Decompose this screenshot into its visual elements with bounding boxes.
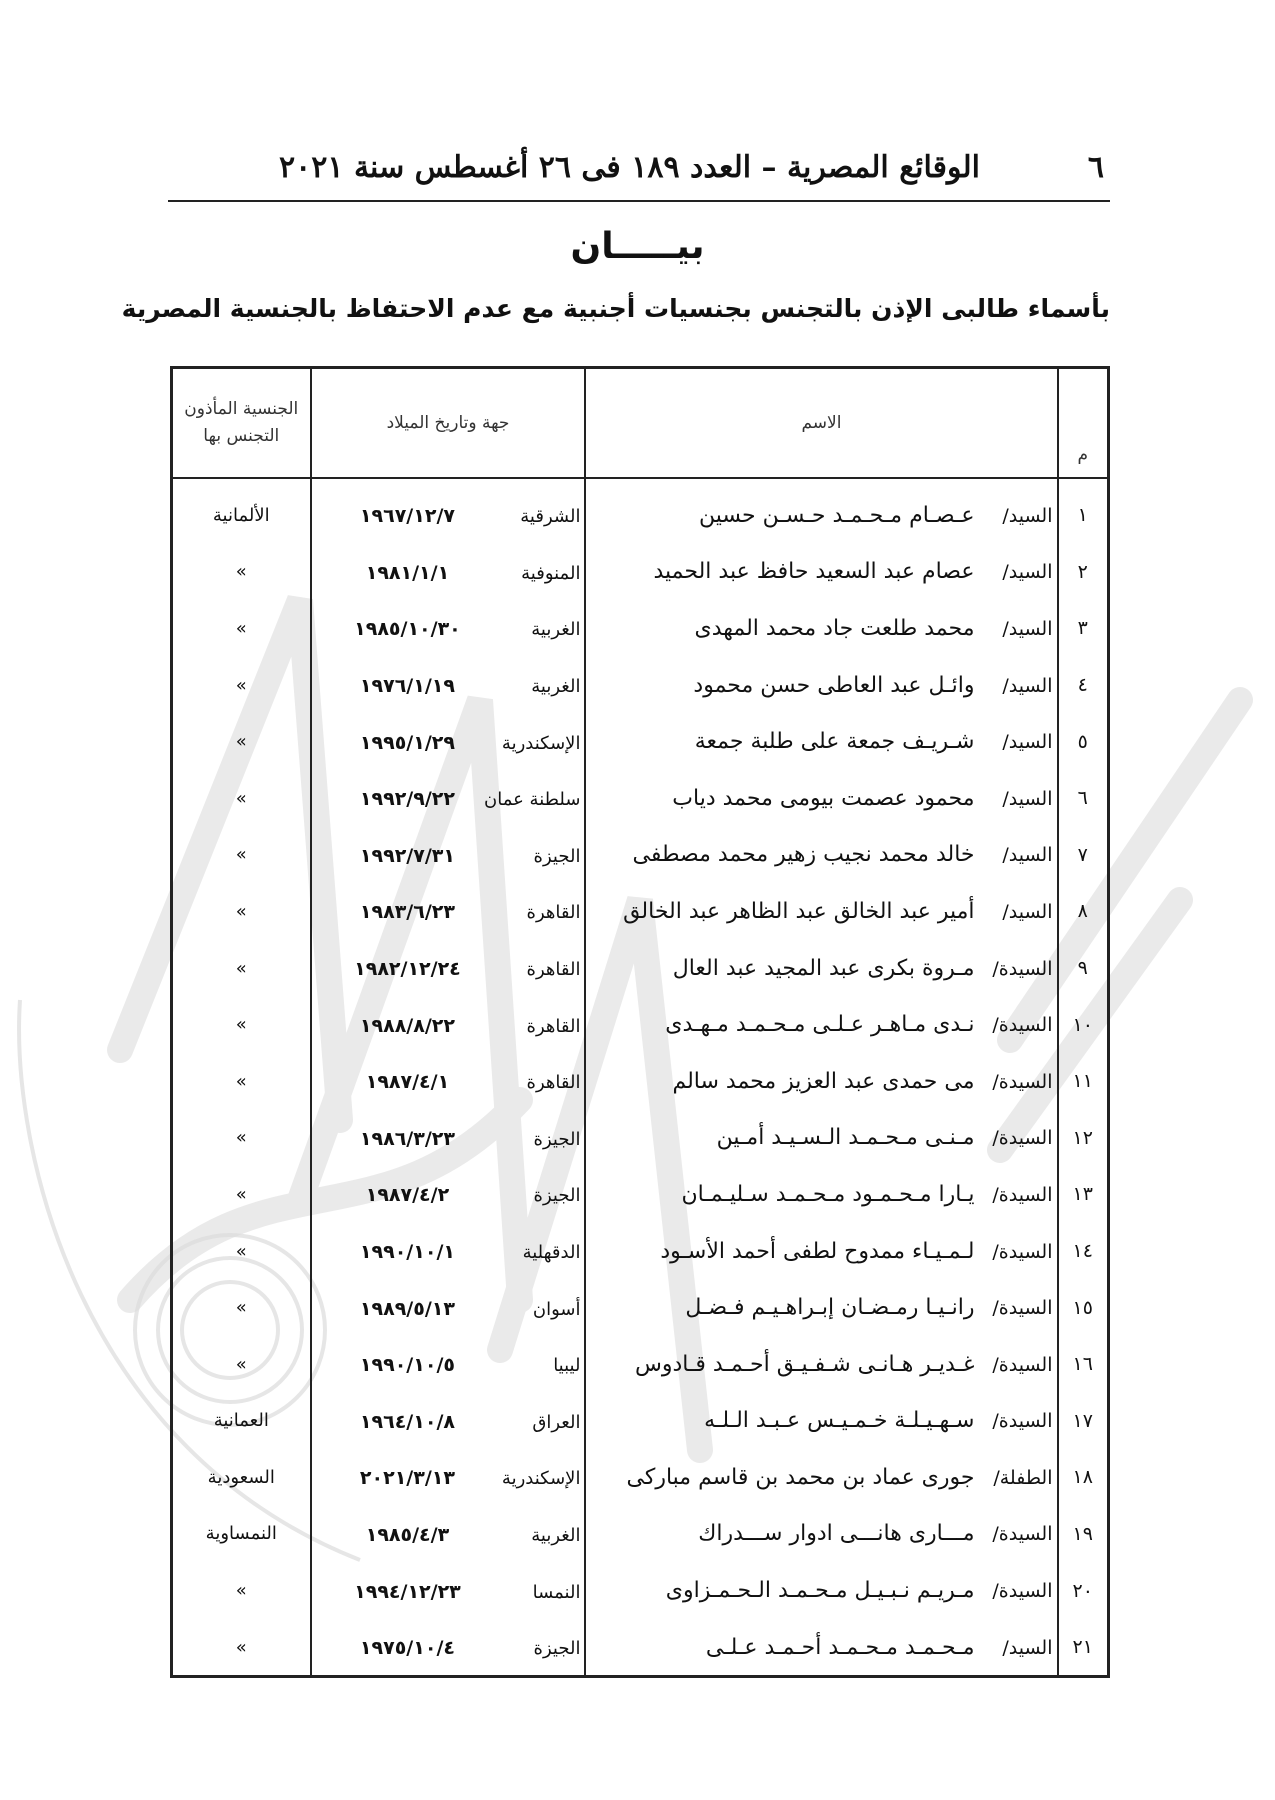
row-birth-cell — [311, 600, 586, 657]
header-number: م — [1058, 368, 1109, 479]
row-title: السيد/ — [1002, 787, 1053, 810]
row-birth-date: ١٩٨٣/٦/٢٣ — [359, 901, 455, 924]
row-title: السيدة/ — [992, 1014, 1053, 1037]
row-birth-date: ١٩٩٠/١٠/٥ — [359, 1354, 455, 1377]
row-nationality: الألمانية — [172, 478, 311, 544]
row-title: السيدة/ — [992, 1240, 1053, 1263]
row-nationality: » — [172, 996, 311, 1053]
row-nationality: » — [172, 1110, 311, 1167]
row-birth-cell — [311, 1619, 586, 1677]
row-full-name: عصام عبد السعيد حافظ عبد الحميد — [653, 559, 975, 585]
row-full-name: محمود عصمت بيومى محمد دياب — [672, 785, 975, 811]
row-birth-date: ١٩٩٢/٩/٢٢ — [359, 788, 455, 811]
row-birth-place: الغربية — [531, 1524, 581, 1546]
row-full-name: غـديـر هـانـى شـفـيـق أحـمـد قـادوس — [634, 1351, 975, 1377]
row-full-name: أمير عبد الخالق عبد الظاهر عبد الخالق — [623, 898, 975, 924]
row-birth-place: سلطنة عمان — [483, 789, 581, 811]
row-nationality: » — [172, 827, 311, 884]
row-name-cell — [585, 827, 1057, 884]
row-birth-date: ١٩٩٤/١٢/٢٣ — [354, 1580, 461, 1603]
row-birth-date: ١٩٨٥/١٠/٣٠ — [354, 618, 461, 641]
row-birth-cell — [311, 883, 586, 940]
row-birth-place: القاهرة — [526, 959, 581, 981]
row-full-name: وائـل عبد العاطى حسن محمود — [693, 672, 975, 698]
row-full-name: مـــارى هانـــى ادوار ســـدراك — [698, 1521, 975, 1547]
row-birth-date: ١٩٩٢/٧/٣١ — [359, 844, 455, 867]
row-title: الطفلة/ — [993, 1466, 1053, 1489]
table-row — [172, 1619, 1109, 1677]
row-birth-cell — [311, 1110, 586, 1167]
row-name-cell — [585, 1619, 1057, 1677]
table-row — [172, 1223, 1109, 1280]
row-birth-date: ١٩٨٩/٥/١٣ — [359, 1297, 455, 1320]
row-full-name: مـحـمـد مـحـمـد أحـمـد عـلـى — [705, 1634, 975, 1660]
table-row — [172, 883, 1109, 940]
row-full-name: جورى عماد بن محمد بن قاسم مباركى — [626, 1464, 975, 1490]
row-birth-place: القاهرة — [526, 1015, 581, 1037]
row-name-cell — [585, 883, 1057, 940]
row-birth-date: ١٩٨٥/٤/٣ — [365, 1523, 450, 1546]
row-birth-place: العراق — [532, 1411, 581, 1433]
row-number: ١٦ — [1058, 1336, 1109, 1393]
row-name-cell — [585, 600, 1057, 657]
row-birth-cell — [311, 1166, 586, 1223]
header-nationality — [172, 368, 311, 479]
table-row — [172, 1393, 1109, 1450]
row-nationality: » — [172, 713, 311, 770]
document-title: بيـــــان — [570, 226, 705, 267]
row-number: ٢ — [1058, 544, 1109, 601]
table-header-row — [172, 368, 1109, 479]
row-birth-place: الغربية — [531, 676, 581, 698]
row-full-name: مـريـم نـبـيـل مـحـمـد الـحـمـزاوى — [665, 1578, 975, 1604]
row-full-name: نـدى مـاهـر عـلـى مـحـمـد مـهـدى — [665, 1012, 975, 1038]
row-number: ٨ — [1058, 883, 1109, 940]
row-birth-date: ١٩٨٧/٤/٢ — [365, 1184, 450, 1207]
table-row — [172, 1562, 1109, 1619]
row-title: السيدة/ — [992, 1353, 1053, 1376]
row-nationality: » — [172, 1562, 311, 1619]
table-row — [172, 1336, 1109, 1393]
row-title: السيد/ — [1002, 1636, 1053, 1659]
table-row — [172, 827, 1109, 884]
row-name-cell — [585, 770, 1057, 827]
row-birth-place: ليبيا — [553, 1355, 581, 1377]
issue-title: الوقائع المصرية – العدد ١٨٩ فى ٢٦ أغسطس سنة ٢٠٢١ — [279, 150, 980, 185]
header-nationality-line2: التجنس بها — [203, 426, 280, 446]
header-divider — [168, 200, 1110, 202]
table-row — [172, 996, 1109, 1053]
row-number: ١١ — [1058, 1053, 1109, 1110]
row-title: السيد/ — [1002, 617, 1053, 640]
page-number: ٦ — [1087, 150, 1104, 185]
row-number: ١ — [1058, 478, 1109, 544]
row-birth-date: ١٩٨٢/١٢/٢٤ — [354, 958, 461, 981]
row-nationality: » — [172, 657, 311, 714]
row-name-cell — [585, 940, 1057, 997]
row-birth-place: القاهرة — [526, 1072, 581, 1094]
table-row — [172, 544, 1109, 601]
row-title: السيدة/ — [992, 1410, 1053, 1433]
row-full-name: رانـيـا رمـضـان إبـراهـيـم فـضـل — [685, 1295, 975, 1321]
row-name-cell — [585, 1562, 1057, 1619]
row-full-name: يـارا مـحـمـود مـحـمـد سـليـمـان — [681, 1181, 975, 1207]
header-name: الاسم — [585, 368, 1057, 479]
row-birth-cell — [311, 1223, 586, 1280]
row-number: ١٢ — [1058, 1110, 1109, 1167]
row-number: ٣ — [1058, 600, 1109, 657]
row-birth-date: ٢٠٢١/٣/١٣ — [359, 1467, 455, 1490]
row-birth-cell — [311, 544, 586, 601]
table-row — [172, 1279, 1109, 1336]
row-number: ١٤ — [1058, 1223, 1109, 1280]
row-title: السيد/ — [1002, 504, 1053, 527]
row-title: السيد/ — [1002, 731, 1053, 754]
row-title: السيد/ — [1002, 844, 1053, 867]
naturalization-table — [170, 366, 1110, 1678]
table-row — [172, 478, 1109, 544]
row-number: ٦ — [1058, 770, 1109, 827]
row-name-cell — [585, 1279, 1057, 1336]
row-name-cell — [585, 657, 1057, 714]
table-row — [172, 1449, 1109, 1506]
row-birth-cell — [311, 996, 586, 1053]
row-title: السيدة/ — [992, 1580, 1053, 1603]
row-full-name: محمد طلعت جاد محمد المهدى — [694, 615, 975, 641]
row-number: ٥ — [1058, 713, 1109, 770]
row-birth-place: الإسكندرية — [501, 732, 581, 754]
row-title: السيد/ — [1002, 561, 1053, 584]
row-birth-place: الشرقية — [520, 506, 581, 528]
document-subtitle: بأسماء طالبى الإذن بالتجنس بجنسيات أجنبية مع عدم الاحتفاظ بالجنسية المصرية — [121, 294, 1110, 323]
row-name-cell — [585, 996, 1057, 1053]
row-birth-date: ١٩٧٦/١/١٩ — [359, 675, 455, 698]
row-nationality: السعودية — [172, 1449, 311, 1506]
row-number: ٧ — [1058, 827, 1109, 884]
row-birth-date: ١٩٩٥/١/٢٩ — [359, 731, 455, 754]
row-name-cell — [585, 1336, 1057, 1393]
row-birth-place: الدقهلية — [522, 1242, 581, 1264]
row-full-name: لـمـيـاء ممدوح لطفى أحمد الأسـود — [660, 1238, 975, 1264]
table-row — [172, 657, 1109, 714]
row-name-cell — [585, 544, 1057, 601]
row-number: ٢١ — [1058, 1619, 1109, 1677]
row-number: ١٨ — [1058, 1449, 1109, 1506]
row-title: السيد/ — [1002, 674, 1053, 697]
table-row — [172, 940, 1109, 997]
row-nationality: » — [172, 1223, 311, 1280]
row-full-name: خالد محمد نجيب زهير محمد مصطفى — [632, 842, 975, 868]
row-birth-place: الجيزة — [533, 1128, 581, 1150]
row-number: ١٣ — [1058, 1166, 1109, 1223]
row-birth-place: الغربية — [531, 619, 581, 641]
table-row — [172, 713, 1109, 770]
row-birth-place: النمسا — [532, 1581, 581, 1603]
row-nationality: » — [172, 1279, 311, 1336]
row-title: السيدة/ — [992, 1070, 1053, 1093]
table-row — [172, 1166, 1109, 1223]
row-name-cell — [585, 1166, 1057, 1223]
row-birth-cell — [311, 478, 586, 544]
table-row — [172, 1053, 1109, 1110]
row-nationality: النمساوية — [172, 1506, 311, 1563]
row-nationality: » — [172, 940, 311, 997]
table-row — [172, 600, 1109, 657]
row-number: ١٥ — [1058, 1279, 1109, 1336]
row-title: السيدة/ — [992, 1523, 1053, 1546]
row-nationality: العمانية — [172, 1393, 311, 1450]
row-birth-date: ١٩٧٥/١٠/٤ — [359, 1637, 455, 1660]
row-full-name: شـريـف جمعة على طلبة جمعة — [694, 729, 975, 755]
row-birth-date: ١٩٨٦/٣/٢٣ — [359, 1127, 455, 1150]
row-full-name: مى حمدى عبد العزيز محمد سالم — [672, 1068, 975, 1094]
row-birth-cell — [311, 1506, 586, 1563]
row-birth-cell — [311, 713, 586, 770]
row-number: ٩ — [1058, 940, 1109, 997]
row-birth-cell — [311, 1336, 586, 1393]
row-name-cell — [585, 1393, 1057, 1450]
row-birth-cell — [311, 827, 586, 884]
row-name-cell — [585, 1506, 1057, 1563]
row-birth-cell — [311, 1279, 586, 1336]
table-row — [172, 1110, 1109, 1167]
row-number: ١٩ — [1058, 1506, 1109, 1563]
row-birth-cell — [311, 770, 586, 827]
row-birth-date: ١٩٦٤/١٠/٨ — [359, 1410, 455, 1433]
row-birth-cell — [311, 657, 586, 714]
row-birth-date: ١٩٦٧/١٢/٧ — [359, 505, 455, 528]
header-nationality-line1: الجنسية المأذون — [184, 398, 299, 419]
row-birth-cell — [311, 1393, 586, 1450]
row-birth-place: الجيزة — [533, 845, 581, 867]
row-birth-date: ١٩٩٠/١٠/١ — [359, 1241, 455, 1264]
row-number: ٢٠ — [1058, 1562, 1109, 1619]
row-birth-place: أسوان — [532, 1298, 581, 1320]
row-title: السيدة/ — [992, 957, 1053, 980]
header-birth: جهة وتاريخ الميلاد — [311, 368, 586, 479]
row-nationality: » — [172, 1166, 311, 1223]
row-name-cell — [585, 1110, 1057, 1167]
row-title: السيدة/ — [992, 1127, 1053, 1150]
row-name-cell — [585, 1449, 1057, 1506]
row-birth-cell — [311, 1053, 586, 1110]
row-nationality: » — [172, 770, 311, 827]
row-nationality: » — [172, 1053, 311, 1110]
row-nationality: » — [172, 1619, 311, 1677]
row-birth-place: الجيزة — [533, 1638, 581, 1660]
row-name-cell — [585, 1053, 1057, 1110]
row-title: السيدة/ — [992, 1183, 1053, 1206]
row-nationality: » — [172, 883, 311, 940]
row-full-name: مـنـى مـحـمـد الـسـيـد أمـين — [716, 1125, 975, 1151]
row-birth-place: الإسكندرية — [501, 1468, 581, 1490]
row-birth-date: ١٩٨١/١/١ — [365, 561, 450, 584]
row-name-cell — [585, 713, 1057, 770]
row-number: ٤ — [1058, 657, 1109, 714]
row-full-name: عـصـام مـحـمـد حـسـن حسين — [699, 502, 975, 528]
page-header — [168, 148, 1110, 204]
row-title: السيد/ — [1002, 900, 1053, 923]
row-nationality: » — [172, 544, 311, 601]
row-full-name: مـروة بكرى عبد المجيد عبد العال — [672, 955, 975, 981]
table-row — [172, 770, 1109, 827]
row-birth-cell — [311, 1562, 586, 1619]
row-birth-date: ١٩٨٧/٤/١ — [365, 1071, 450, 1094]
row-title: السيدة/ — [992, 1297, 1053, 1320]
row-birth-cell — [311, 1449, 586, 1506]
row-name-cell — [585, 478, 1057, 544]
row-birth-date: ١٩٨٨/٨/٢٢ — [359, 1014, 455, 1037]
row-nationality: » — [172, 1336, 311, 1393]
row-number: ١٧ — [1058, 1393, 1109, 1450]
table-row — [172, 1506, 1109, 1563]
row-birth-place: الجيزة — [533, 1185, 581, 1207]
row-birth-place: القاهرة — [526, 902, 581, 924]
row-nationality: » — [172, 600, 311, 657]
row-birth-place: المنوفية — [521, 562, 581, 584]
row-number: ١٠ — [1058, 996, 1109, 1053]
row-name-cell — [585, 1223, 1057, 1280]
table-body — [172, 478, 1109, 1677]
row-full-name: سـهـيـلـة خـمـيـس عـبـد الـلـه — [704, 1408, 975, 1434]
row-birth-cell — [311, 940, 586, 997]
